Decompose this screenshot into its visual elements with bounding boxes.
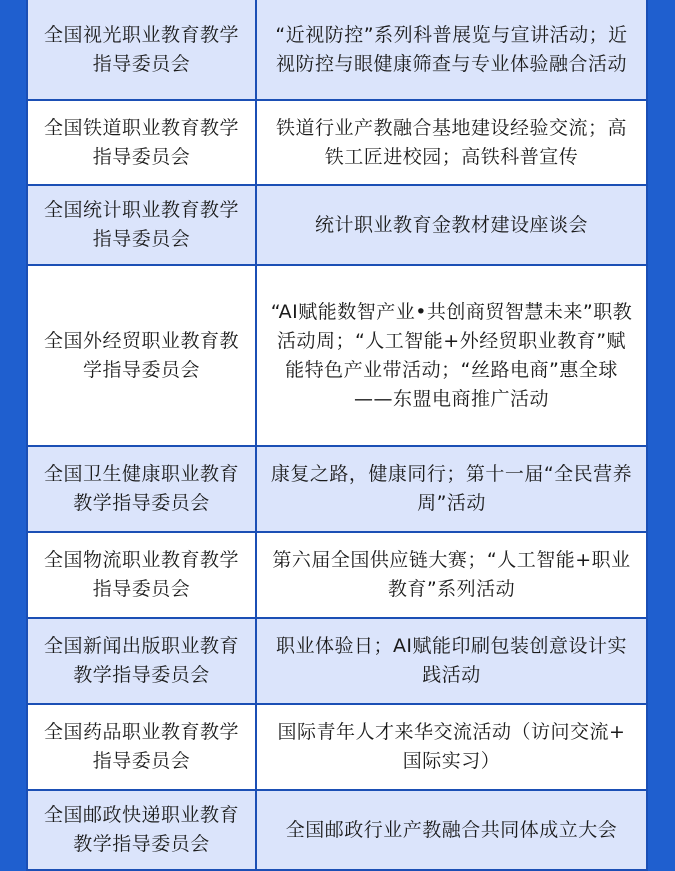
- activity-line: 国际青年人才来华交流活动（访问交流+: [277, 721, 626, 743]
- activity-cell: [257, 186, 646, 264]
- table-row: [28, 186, 646, 266]
- committee-name-line: 全国视光职业教育教学: [43, 23, 239, 46]
- committee-name-cell: [28, 533, 257, 617]
- committee-name-line: 全国卫生健康职业教育: [43, 463, 239, 485]
- activity-cell: [257, 447, 646, 531]
- activity-line: “近视防控”系列科普展览与宣讲活动；近: [275, 23, 628, 46]
- activity-line: 视防控与眼健康筛查与专业体验融合活动: [275, 52, 627, 75]
- committee-name-line: 教学指导委员会: [73, 833, 210, 855]
- activity-cell: [257, 0, 646, 99]
- committee-name-line: 指导委员会: [92, 52, 191, 75]
- committee-name-line: 指导委员会: [92, 750, 191, 772]
- activity-line: 铁道行业产教融合基地建设经验交流；高: [275, 116, 627, 139]
- activity-line: 全国邮政行业产教融合共同体成立大会: [285, 818, 618, 841]
- committee-name-cell: [28, 186, 257, 264]
- committee-name-line: 全国药品职业教育教学: [43, 721, 239, 743]
- committee-name-cell: [28, 705, 257, 789]
- table-row: [28, 619, 646, 705]
- committee-name-line: 全国物流职业教育教学: [43, 549, 239, 571]
- table-row: [28, 705, 646, 791]
- activity-line: 康复之路，健康同行；第十一届“全民营养: [270, 463, 633, 485]
- activity-line: 职业体验日；AI赋能印刷包装创意设计实: [275, 635, 628, 657]
- committee-name-line: 全国统计职业教育教学: [43, 199, 239, 221]
- activity-line: 第六届全国供应链大赛；“人工智能+职业: [272, 549, 631, 571]
- activity-line: ——东盟电商推广活动: [353, 387, 549, 410]
- committee-name-cell: [28, 447, 257, 531]
- activity-cell: [257, 705, 646, 789]
- activity-line: 统计职业教育金教材建设座谈会: [314, 213, 588, 236]
- committee-name-line: 指导委员会: [92, 228, 191, 250]
- activity-cell: [257, 619, 646, 703]
- committee-name-cell: [28, 791, 257, 869]
- activity-line: 铁工匠进校园；高铁科普宣传: [324, 145, 579, 168]
- activity-cell: [257, 533, 646, 617]
- table-row: [28, 533, 646, 619]
- table-row: [28, 266, 646, 447]
- activity-line: 践活动: [422, 664, 481, 686]
- committee-name-line: 指导委员会: [92, 578, 191, 600]
- activity-line: 活动周；“人工智能+外经贸职业教育”赋: [276, 329, 627, 352]
- committee-name-cell: [28, 101, 257, 184]
- committee-name-line: 全国新闻出版职业教育: [43, 635, 239, 657]
- activity-cell: [257, 266, 646, 445]
- committee-name-cell: [28, 0, 257, 99]
- activity-cell: [257, 101, 646, 184]
- committee-name-line: 教学指导委员会: [73, 492, 210, 514]
- committee-name-line: 全国外经贸职业教育教: [43, 329, 239, 352]
- activity-cell: [257, 791, 646, 869]
- committee-name-line: 全国邮政快递职业教育: [43, 804, 239, 826]
- activity-line: 教育”系列活动: [387, 578, 516, 600]
- table-row: [28, 0, 646, 101]
- table-row: [28, 447, 646, 533]
- activity-line: 国际实习）: [402, 750, 501, 772]
- activity-line: 周”活动: [417, 492, 486, 514]
- committee-name-cell: [28, 619, 257, 703]
- table-row: [28, 791, 646, 871]
- committee-activity-table: [26, 0, 648, 871]
- activity-line: “AI赋能数智产业•共创商贸智慧未来”职教: [270, 300, 633, 323]
- committee-name-line: 教学指导委员会: [73, 664, 210, 686]
- committee-name-line: 全国铁道职业教育教学: [43, 116, 239, 139]
- committee-name-line: 学指导委员会: [82, 358, 200, 381]
- activity-line: 能特色产业带活动；“丝路电商”惠全球: [285, 358, 618, 381]
- table-row: [28, 101, 646, 186]
- committee-name-line: 指导委员会: [92, 145, 191, 168]
- committee-name-cell: [28, 266, 257, 445]
